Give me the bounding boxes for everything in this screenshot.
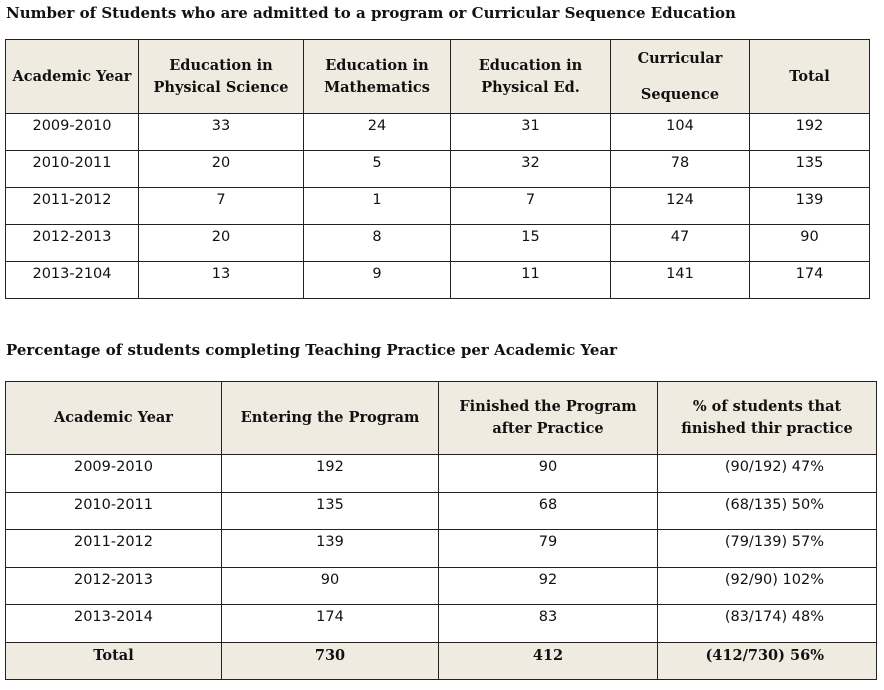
cell-mathematics: 9 [304,262,451,299]
table-row [6,455,877,493]
cell-finished: 92 [439,567,658,605]
header-mathematics: Education in Mathematics [304,40,451,114]
cell-total: 174 [750,262,870,299]
cell-curricular: 47 [611,225,750,262]
cell-finished: 79 [439,530,658,568]
cell-physical-ed: 32 [451,151,611,188]
cell-entering: 192 [222,455,439,493]
cell-curricular: 104 [611,114,750,151]
header-academic-year: Academic Year [6,382,222,455]
cell-entering: 90 [222,567,439,605]
header-total: Total [750,40,870,114]
total-label: Total [6,642,222,680]
header-finished: Finished the Program after Practice [439,382,658,455]
table-row [6,567,877,605]
cell-percentage: (92/90) 102% [658,567,877,605]
cell-total: 90 [750,225,870,262]
table-row [6,151,870,188]
header-physical-science: Education in Physical Science [139,40,304,114]
cell-physical-science: 33 [139,114,304,151]
cell-physical-ed: 7 [451,188,611,225]
cell-mathematics: 8 [304,225,451,262]
admissions-table-title: Number of Students who are admitted to a program or Curricular Sequence Education [6,4,736,22]
cell-mathematics: 5 [304,151,451,188]
cell-total: 135 [750,151,870,188]
header-curricular-sequence: Curricular Sequence [611,40,750,114]
admissions-table [5,39,870,299]
cell-year: 2011-2012 [6,188,139,225]
cell-year: 2010-2011 [6,492,222,530]
table-row [6,530,877,568]
cell-percentage: (90/192) 47% [658,455,877,493]
table-row [6,492,877,530]
cell-percentage: (68/135) 50% [658,492,877,530]
cell-percentage: (83/174) 48% [658,605,877,643]
cell-physical-ed: 31 [451,114,611,151]
table-row [6,225,870,262]
cell-entering: 174 [222,605,439,643]
cell-year: 2013-2014 [6,605,222,643]
cell-total: 139 [750,188,870,225]
cell-entering: 135 [222,492,439,530]
cell-year: 2012-2013 [6,567,222,605]
cell-year: 2013-2104 [6,262,139,299]
total-entering: 730 [222,642,439,680]
cell-finished: 68 [439,492,658,530]
table-row [6,605,877,643]
cell-physical-ed: 11 [451,262,611,299]
cell-year: 2009-2010 [6,114,139,151]
cell-total: 192 [750,114,870,151]
cell-physical-science: 20 [139,151,304,188]
cell-year: 2012-2013 [6,225,139,262]
teaching-practice-table-title: Percentage of students completing Teaching Practice per Academic Year [6,341,618,359]
cell-mathematics: 1 [304,188,451,225]
admissions-header-row [6,40,870,114]
cell-curricular: 78 [611,151,750,188]
total-row [6,642,877,680]
teaching-practice-table [5,381,877,680]
header-percentage: % of students that finished thir practice [658,382,877,455]
table-row [6,262,870,299]
cell-finished: 90 [439,455,658,493]
header-physical-ed: Education in Physical Ed. [451,40,611,114]
cell-mathematics: 24 [304,114,451,151]
cell-physical-science: 7 [139,188,304,225]
table-row [6,114,870,151]
table-row [6,188,870,225]
cell-percentage: (79/139) 57% [658,530,877,568]
cell-physical-science: 20 [139,225,304,262]
header-academic-year: Academic Year [6,40,139,114]
cell-physical-ed: 15 [451,225,611,262]
practice-header-row [6,382,877,455]
header-entering: Entering the Program [222,382,439,455]
total-finished: 412 [439,642,658,680]
cell-physical-science: 13 [139,262,304,299]
cell-curricular: 141 [611,262,750,299]
cell-year: 2009-2010 [6,455,222,493]
cell-entering: 139 [222,530,439,568]
total-percentage: (412/730) 56% [658,642,877,680]
cell-curricular: 124 [611,188,750,225]
cell-finished: 83 [439,605,658,643]
cell-year: 2010-2011 [6,151,139,188]
cell-year: 2011-2012 [6,530,222,568]
